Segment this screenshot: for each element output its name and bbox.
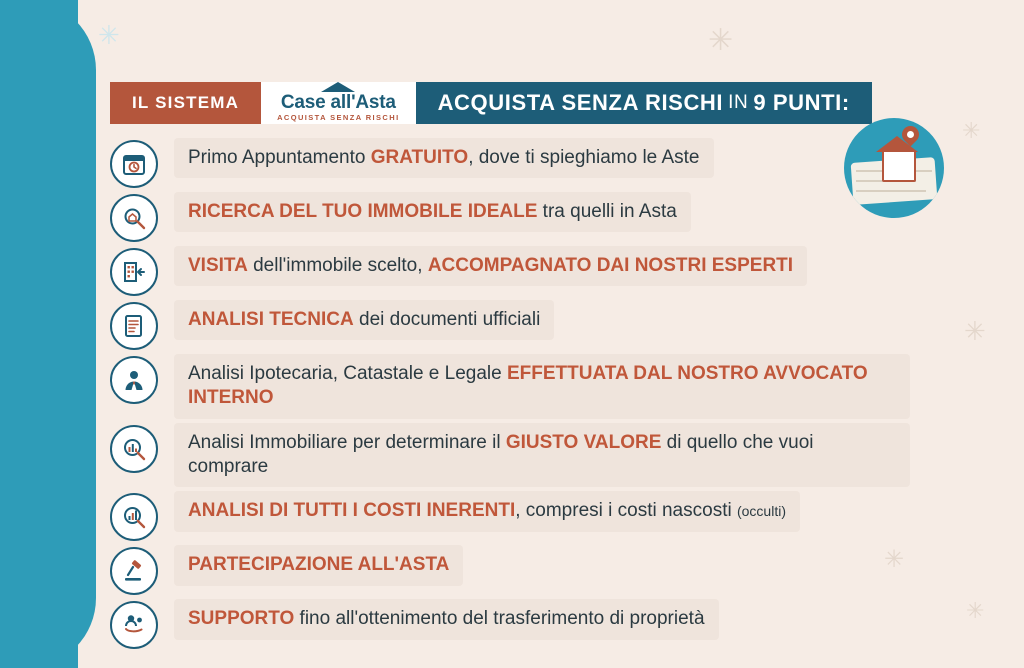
point-text <box>174 138 714 178</box>
point-seg-highlight: EFFETTUATA DAL NOSTRO AVVOCATO INTERNO <box>188 363 868 409</box>
point-seg-highlight: PARTECIPAZIONE ALL'ASTA <box>188 554 450 576</box>
point-text <box>174 545 463 585</box>
list-item <box>110 491 910 541</box>
point-text <box>174 491 800 531</box>
header-title <box>416 82 872 124</box>
header-title-main: ACQUISTA SENZA RISCHI <box>437 90 724 115</box>
list-item <box>110 545 910 595</box>
sparkle-icon: ✳ <box>708 24 734 57</box>
point-seg: , dove ti spieghiamo le Aste <box>468 147 700 168</box>
point-text <box>174 300 554 340</box>
system-badge: IL SISTEMA <box>110 82 261 124</box>
point-seg-highlight: VISITA <box>188 255 248 276</box>
left-teal-panel <box>0 0 96 668</box>
point-seg: dei documenti ufficiali <box>353 309 541 330</box>
point-seg: Analisi Ipotecaria, Catastale e Legale <box>188 363 507 384</box>
point-text <box>174 599 719 639</box>
point-seg: dell'immobile scelto, <box>247 255 428 276</box>
sparkle-icon: ✳ <box>884 546 905 573</box>
point-seg: , compresi i costi nascosti <box>515 500 737 522</box>
gavel-auction-icon <box>110 547 158 595</box>
point-seg-small: (occulti) <box>736 503 786 520</box>
points-list <box>110 138 910 653</box>
list-item <box>110 599 910 649</box>
point-seg: di quello che vuoi comprare <box>188 431 814 477</box>
point-seg-highlight: GRATUITO <box>370 147 469 168</box>
point-seg: fino all'ottenimento del trasferimento di proprietà <box>294 608 705 630</box>
point-text <box>174 246 807 286</box>
calendar-clock-icon <box>110 140 158 188</box>
building-visit-icon <box>110 248 158 296</box>
list-item <box>110 423 910 488</box>
brand-name: Case all'Asta <box>280 92 396 113</box>
list-item <box>110 192 910 242</box>
list-item <box>110 138 910 188</box>
magnifier-home-icon <box>110 194 158 242</box>
list-item <box>110 300 910 350</box>
point-seg: tra quelli in Asta <box>537 201 677 222</box>
list-item <box>110 354 910 419</box>
point-text <box>174 192 691 232</box>
point-seg-highlight: ACCOMPAGNATO DAI NOSTRI ESPERTI <box>427 255 794 276</box>
sparkle-icon: ✳ <box>962 118 981 143</box>
point-seg: Primo Appuntamento <box>188 147 371 168</box>
sparkle-icon: ✳ <box>964 316 986 346</box>
document-technical-icon <box>110 302 158 350</box>
brand-logo <box>261 82 415 124</box>
support-handshake-icon <box>110 601 158 649</box>
header-title-connector: IN <box>728 92 749 113</box>
brand-tagline: ACQUISTA SENZA RISCHI <box>277 113 400 122</box>
list-item <box>110 246 910 296</box>
header-bar <box>110 82 872 124</box>
point-seg-highlight: RICERCA DEL TUO IMMOBILE IDEALE <box>188 201 538 222</box>
point-seg-highlight: ANALISI DI TUTTI I COSTI INERENTI <box>188 500 516 522</box>
costs-chart-magnifier-icon <box>110 493 158 541</box>
point-text <box>174 423 910 488</box>
header-title-count: 9 PUNTI: <box>753 90 850 115</box>
chart-magnifier-icon <box>110 425 158 473</box>
sparkle-icon: ✳ <box>98 20 120 50</box>
point-seg-highlight: ANALISI TECNICA <box>188 309 354 330</box>
point-seg-highlight: GIUSTO VALORE <box>505 431 662 453</box>
house-roof-icon <box>321 82 355 92</box>
point-text <box>174 354 910 419</box>
lawyer-person-icon <box>110 356 158 404</box>
sparkle-icon: ✳ <box>966 598 985 623</box>
point-seg-highlight: SUPPORTO <box>188 608 295 630</box>
left-teal-panel-inner <box>0 0 78 668</box>
point-seg: Analisi Immobiliare per determinare il <box>188 431 506 453</box>
